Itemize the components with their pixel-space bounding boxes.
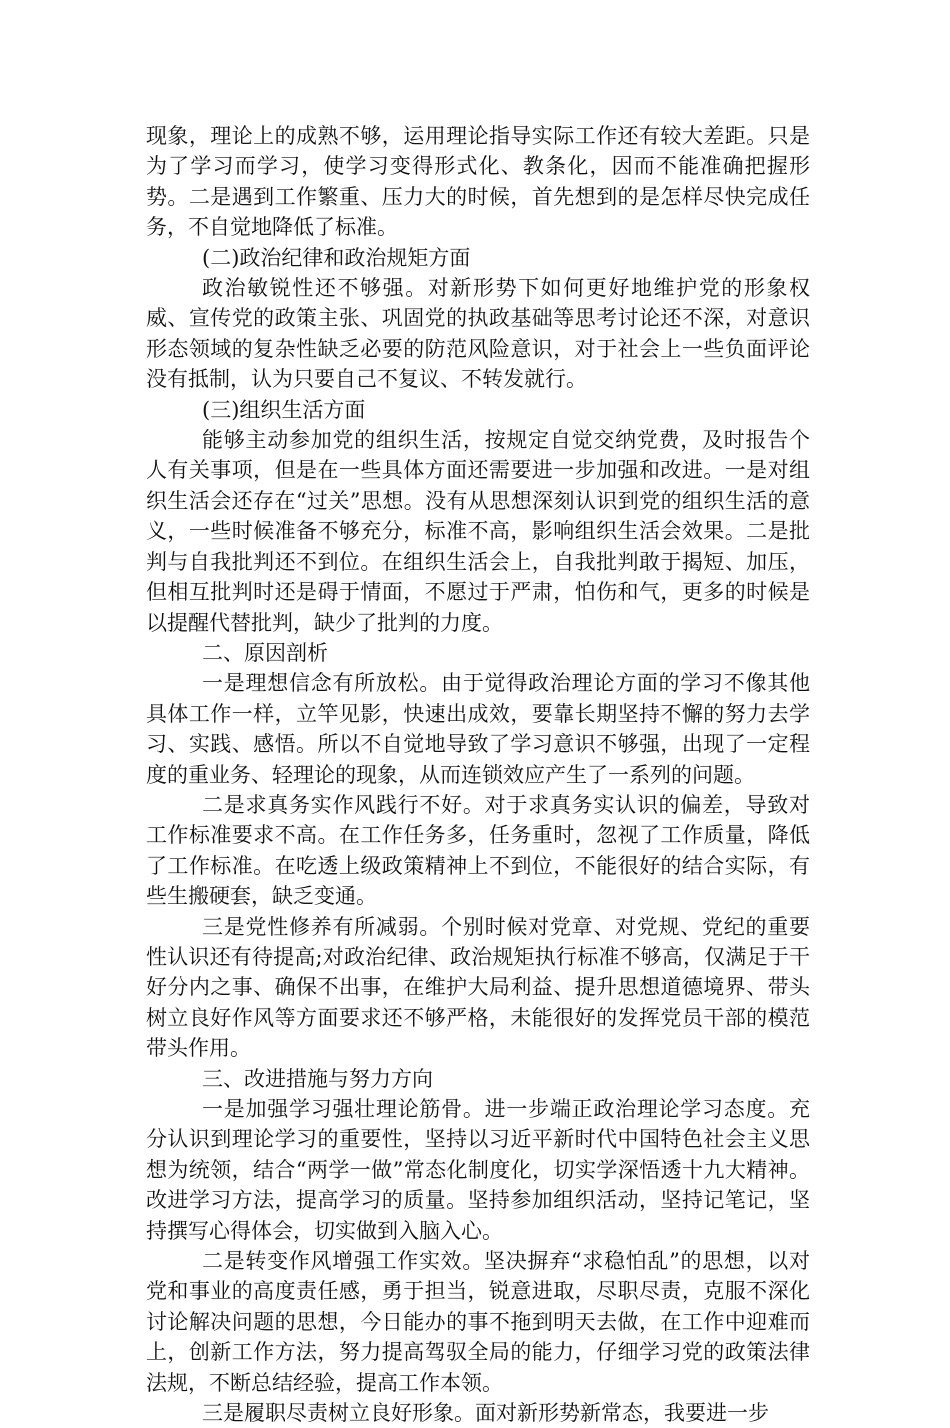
paragraph-cause-work-style: 二是求真务实作风践行不好。对于求真务实认识的偏差，导致对工作标准要求不高。在工作任务多，任务重时，忽视了工作质量，降低了工作标准。在吃透上级政策精神上不到位，不能很好的结合实际，有些生搬硬套，缺乏变通。	[146, 792, 810, 909]
paragraph-cause-ideals: 一是理想信念有所放松。由于觉得政治理论方面的学习不像其他具体工作一样，立竿见影，快速出成效，要靠长期坚持不懈的努力去学习、实践、感悟。所以不自觉地导致了学习意识不够强，出现了一定程度的重业务、轻理论的现象，从而连锁效应产生了一系列的问题。	[146, 671, 810, 787]
paragraph-political-sensitivity: 政治敏锐性还不够强。对新形势下如何更好地维护党的形象权威、宣传党的政策主张、巩固党的执政基础等思考讨论还不深，对意识形态领域的复杂性缺乏必要的防范风险意识，对于社会上一些负面评论没有抵制，认为只要自己不复议、不转发就行。	[146, 276, 810, 392]
paragraph-cause-party-spirit: 三是党性修养有所减弱。个别时候对党章、对党规、党纪的重要性认识还有待提高;对政治纪律、政治规矩执行标准不够高，仅满足于干好分内之事、确保不出事，在维护大局利益、提升思想道德境界、带头树立良好作风等方面要求还不够严格，未能很好的发挥党员干部的模范带头作用。	[146, 914, 810, 1061]
paragraph-measure-duty: 三是履职尽责树立良好形象。面对新形势新常态，我要进一步	[202, 1401, 769, 1426]
section-heading-improvement-measures: 三、改进措施与努力方向	[202, 1066, 433, 1091]
document-body	[146, 121, 810, 1428]
paragraph-measure-study: 一是加强学习强壮理论筋骨。进一步端正政治理论学习态度。充分认识到理论学习的重要性，坚持以习近平新时代中国特色社会主义思想为统领，结合“两学一做”常态化制度化，切实学深悟透十九大精神。改进学习方法，提高学习的质量。坚持参加组织活动，坚持记笔记，坚持撰写心得体会，切实做到入脑入心。	[146, 1097, 810, 1243]
section-heading-organizational-life: (三)组织生活方面	[202, 397, 366, 422]
section-heading-political-discipline: (二)政治纪律和政治规矩方面	[202, 245, 471, 270]
paragraph-organizational-life: 能够主动参加党的组织生活，按规定自觉交纳党费，及时报告个人有关事项，但是在一些具体方面还需要进一步加强和改进。一是对组织生活会还存在“过关”思想。没有从思想深刻认识到党的组织生活的意义，一些时候准备不够充分，标准不高，影响组织生活会效果。二是批判与自我批判还不到位。在组织生活会上，自我批判敢于揭短、加压，但相互批判时还是碍于情面，不愿过于严肃，怕伤和气，更多的时候是以提醒代替批判，缺少了批判的力度。	[146, 428, 810, 635]
paragraph-measure-work-style: 二是转变作风增强工作实效。坚决摒弃“求稳怕乱”的思想，以对党和事业的高度责任感，勇于担当，锐意进取，尽职尽责，克服不深化讨论解决问题的思想，今日能办的事不拖到明天去做，在工作中迎难而上，创新工作方法，努力提高驾驭全局的能力，仔细学习党的政策法律法规，不断总结经验，提高工作本领。	[146, 1249, 810, 1395]
paragraph-continuation: 现象，理论上的成熟不够，运用理论指导实际工作还有较大差距。只是为了学习而学习，使学习变得形式化、教条化，因而不能准确把握形势。二是遇到工作繁重、压力大的时候，首先想到的是怎样尽快完成任务，不自觉地降低了标准。	[146, 124, 810, 240]
section-heading-cause-analysis: 二、原因剖析	[202, 640, 328, 665]
